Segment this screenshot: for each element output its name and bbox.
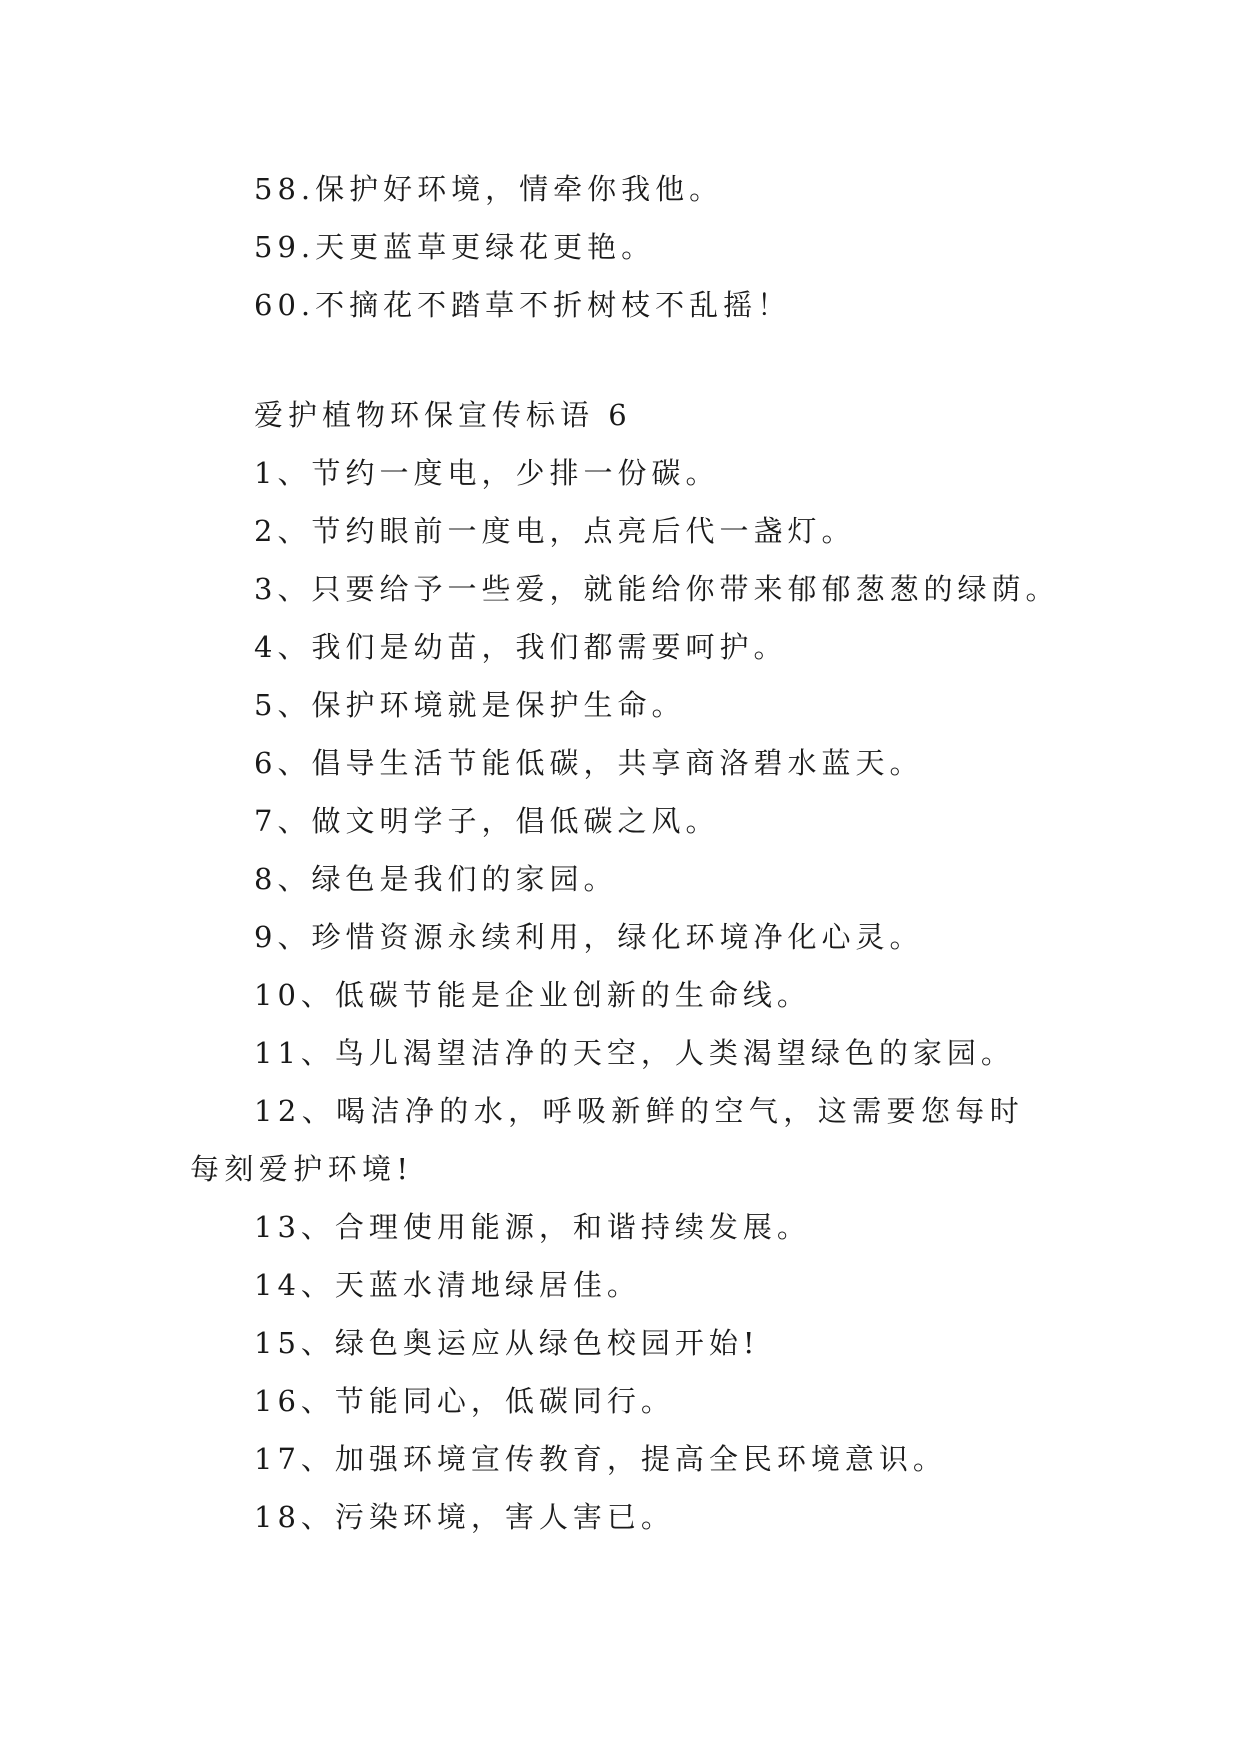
document-body [190, 160, 1060, 1546]
slogan-line: 3、只要给予一些爱，就能给你带来郁郁葱葱的绿荫。 [254, 572, 1060, 606]
slogan-line: 11、鸟儿渴望洁净的天空，人类渴望绿色的家园。 [254, 1036, 1015, 1070]
section-heading: 爱护植物环保宣传标语 6 [254, 398, 632, 432]
slogan-line: 6、倡导生活节能低碳，共享商洛碧水蓝天。 [254, 746, 924, 780]
slogan-line: 4、我们是幼苗，我们都需要呵护。 [254, 630, 788, 664]
slogan-line: 59.天更蓝草更绿花更艳。 [254, 230, 656, 264]
slogan-line: 5、保护环境就是保护生命。 [254, 688, 686, 722]
slogan-line: 58.保护好环境，情牵你我他。 [254, 172, 724, 206]
section-spacer [190, 334, 1050, 386]
slogan-line: 16、节能同心，低碳同行。 [254, 1384, 675, 1418]
slogan-line: 17、加强环境宣传教育，提高全民环境意识。 [254, 1442, 947, 1476]
slogan-line: 7、做文明学子，倡低碳之风。 [254, 804, 720, 838]
slogan-line: 15、绿色奥运应从绿色校园开始! [254, 1326, 760, 1360]
slogan-line: 60.不摘花不踏草不折树枝不乱摇！ [254, 288, 792, 322]
slogan-line: 14、天蓝水清地绿居佳。 [254, 1268, 641, 1302]
slogan-line-wrapped: 12、喝洁净的水，呼吸新鲜的空气，这需要您每时每刻爱护环境! [190, 1094, 1025, 1186]
slogan-line: 10、低碳节能是企业创新的生命线。 [254, 978, 811, 1012]
slogan-line: 18、污染环境，害人害已。 [254, 1500, 675, 1534]
slogan-line: 8、绿色是我们的家园。 [254, 862, 618, 896]
slogan-line: 1、节约一度电，少排一份碳。 [254, 456, 720, 490]
slogan-line: 13、合理使用能源，和谐持续发展。 [254, 1210, 811, 1244]
slogan-line: 9、珍惜资源永续利用，绿化环境净化心灵。 [254, 920, 924, 954]
slogan-line: 2、节约眼前一度电，点亮后代一盏灯。 [254, 514, 856, 548]
